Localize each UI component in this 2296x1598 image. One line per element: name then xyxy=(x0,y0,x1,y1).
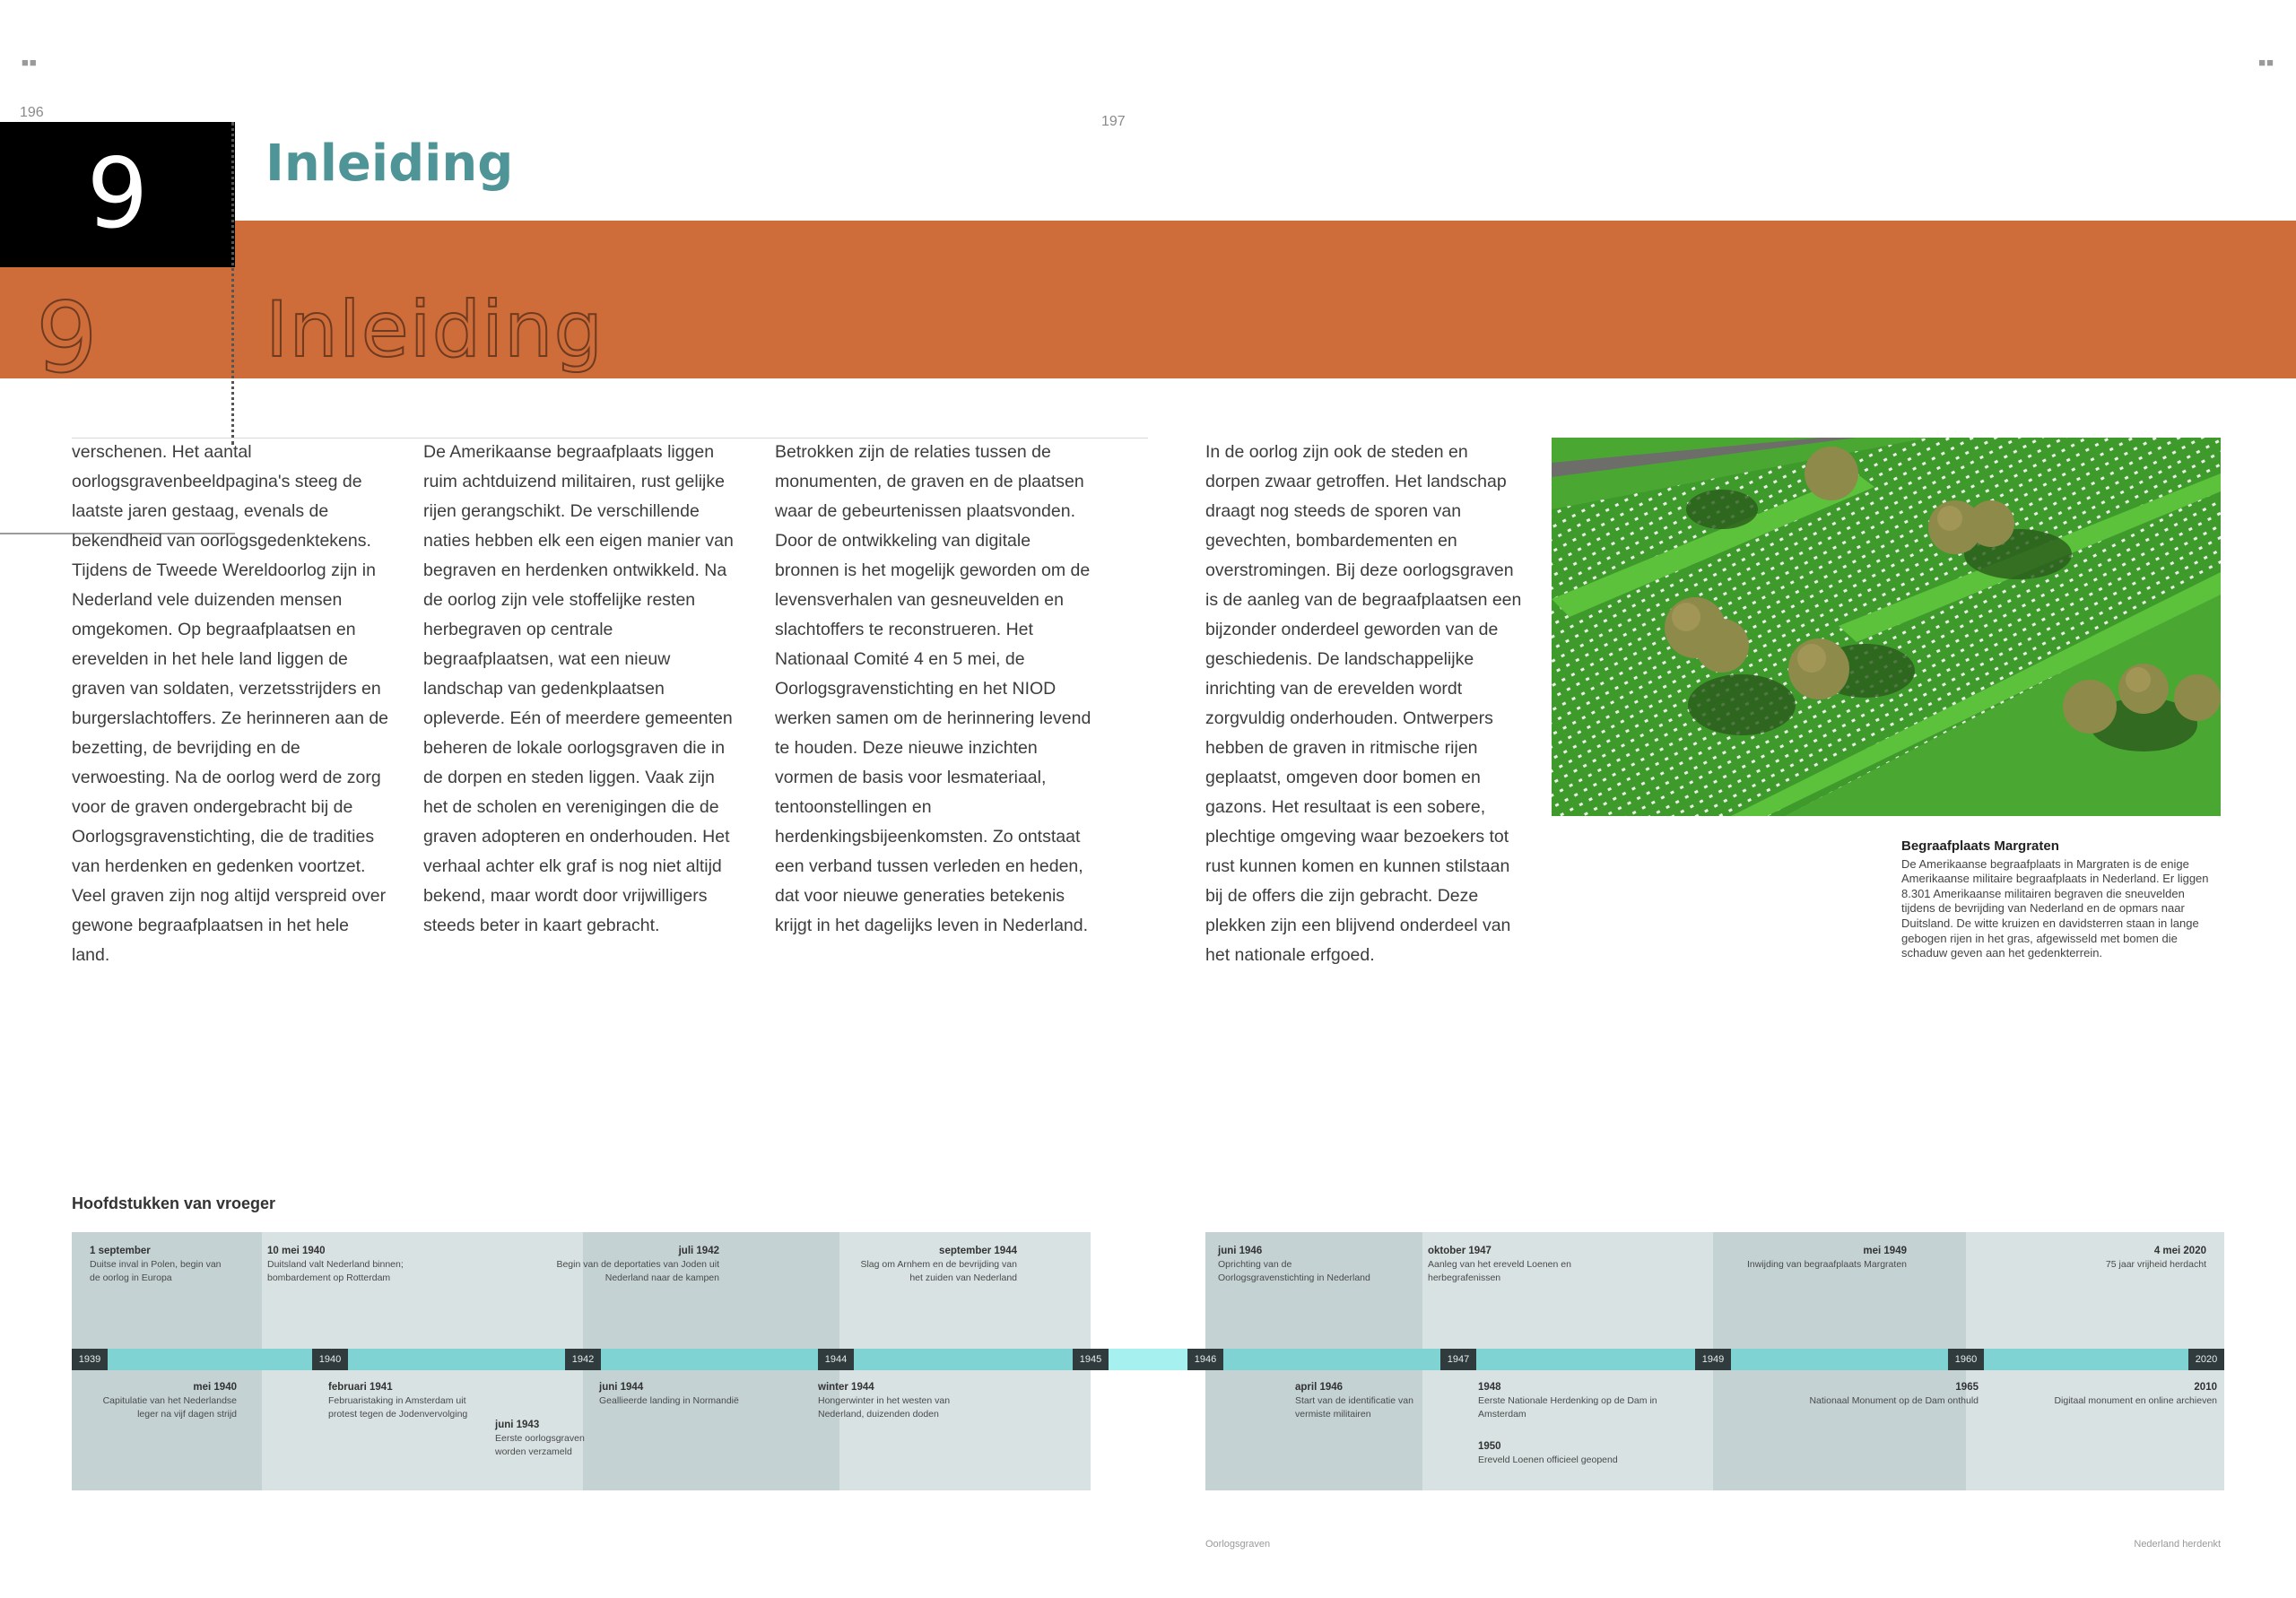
body-column-1: verschenen. Het aantal oorlogsgravenbeeldpagina's steeg de laatste jaren gestaag, evenals de bekendheid van oorlogsgedenktekens. Tijdens de Tweede Wereldoorlog zijn in Nederland vele duizenden mensen omgekomen. Op begraafplaatsen en erevelden in het hele land liggen de graven van soldaten, verzetsstrijders en burgerslachtoffers. Ze herinneren aan de bezetting, de bevrijding en de verwoesting. Na de oorlog werd de zorg voor de graven ondergebracht bij de Oorlogsgravenstichting, die de tradities van herdenken en gedenken voortzet. Veel graven zijn nog altijd verspreid over gewone begraafplaatsen in het hele land. xyxy=(72,442,389,965)
corner-mark-left: ■■ xyxy=(22,56,38,69)
timeline-year: 1949 xyxy=(1695,1349,1731,1370)
page-number-left: 196 xyxy=(20,105,44,120)
timeline-year: 2020 xyxy=(2188,1349,2224,1370)
footer-right: Nederland herdenkt xyxy=(2134,1539,2221,1550)
body-column-2: De Amerikaanse begraafplaats liggen ruim achtduizend militairen, rust gelijke rijen gerangschikt. De verschillende naties hebben elk een eigen manier van begraven en herdenken ontwikkeld. Na de oorlog zijn vele stoffelijke resten herbegraven op centrale begraafplaatsen, wat een nieuw landschap van gedenkplaatsen opleverde. Eén of meerdere gemeenten beheren de lokale oorlogsgraven die in de dorpen en steden liggen. Vaak zijn het de scholen en verenigingen die de graven adopteren en onderhouden. Het verhaal achter elk graf is nog niet altijd bekend, maar wordt door vrijwilligers steeds beter in kaart gebracht. xyxy=(423,442,734,935)
footer-left: Oorlogsgraven xyxy=(1205,1539,1271,1550)
chapter-title-outline: Inleiding xyxy=(265,285,604,375)
dotted-guide xyxy=(231,122,234,445)
timeline-year: 1939 xyxy=(72,1349,108,1370)
timeline-event: juni 1944 Geallieerde landing in Normandië xyxy=(599,1382,739,1406)
timeline-event: 1948 Eerste Nationale Herdenking op de Dam in Amsterdam xyxy=(1478,1382,1657,1420)
timeline-year: 1960 xyxy=(1948,1349,1984,1370)
body-column-3: Betrokken zijn de relaties tussen de monumenten, de graven en de plaatsen waar de gebeurtenissen plaatsvonden. Door de ontwikkeling van digitale bronnen is het mogelijk geworden om de levensverhalen van gesneuvelden en slachtoffers te reconstrueren. Het Nationaal Comité 4 en 5 mei, de Oorlogsgravenstichting en het NIOD werken samen om de herinnering levend te houden. Deze nieuwe inzichten vormen de basis voor lesmateriaal, tentoonstellingen en herdenkingsbijeenkomsten. Zo ontstaat een verband tussen verleden en heden, dat voor nieuwe generaties betekenis krijgt in het dagelijks leven in Nederland. xyxy=(775,442,1091,935)
timeline-event: oktober 1947 Aanleg van het ereveld Loenen en herbegrafenissen xyxy=(1428,1246,1571,1283)
timeline-label: Hoofdstukken van vroeger xyxy=(72,1194,276,1212)
timeline-year: 1947 xyxy=(1440,1349,1476,1370)
timeline-event: februari 1941 Februaristaking in Amsterdam uit protest tegen de Jodenvervolging xyxy=(328,1382,468,1420)
timeline-year: 1945 xyxy=(1073,1349,1109,1370)
timeline-event: september 1944 Slag om Arnhem en de bevrijding van het zuiden van Nederland xyxy=(860,1246,1017,1283)
page-number-right: 197 xyxy=(1101,114,1126,129)
chapter-number: 9 xyxy=(0,122,235,267)
timeline-year: 1940 xyxy=(312,1349,348,1370)
timeline-event: juni 1946 Oprichting van de Oorlogsgravenstichting in Nederland xyxy=(1218,1246,1370,1283)
photo-caption xyxy=(1901,839,2221,961)
timeline-event: juni 1943 Eerste oorlogsgraven worden verzameld xyxy=(495,1420,585,1457)
timeline-event: 10 mei 1940 Duitsland valt Nederland binnen; bombardement op Rotterdam xyxy=(267,1246,404,1283)
corner-mark-right: ■■ xyxy=(2258,56,2274,69)
timeline-event: mei 1940 Capitulatie van het Nederlandse leger na vijf dagen strijd xyxy=(102,1382,237,1420)
chapter-title: Inleiding xyxy=(265,135,514,193)
chapter-number-outline: 9 xyxy=(36,282,98,395)
timeline-event: mei 1949 Inwijding van begraafplaats Margraten xyxy=(1746,1246,1907,1270)
timeline-event: april 1946 Start van de identificatie van vermiste militairen xyxy=(1295,1382,1413,1420)
timeline-event: winter 1944 Hongerwinter in het westen van Nederland, duizenden doden xyxy=(818,1382,951,1420)
body-column-4: In de oorlog zijn ook de steden en dorpen zwaar getroffen. Het landschap draagt nog steeds de sporen van gevechten, bombardementen en overstromingen. Bij deze oorlogsgraven is de aanleg van de begraafplaatsen een bijzonder onderdeel geworden van de geschiedenis. De landschappelijke inrichting van de erevelden wordt zorgvuldig onderhouden. Ontwerpers hebben de graven in ritmische rijen geplaatst, omgeven door bomen en gazons. Het resultaat is een sobere, plechtige omgeving waar bezoekers tot rust kunnen komen en kunnen stilstaan bij de offers die zijn gebracht. Deze plekken zijn een blijvend onderdeel van het nationale erfgoed. xyxy=(1205,442,1522,965)
timeline-year: 1942 xyxy=(565,1349,601,1370)
timeline-event: 1 september Duitse inval in Polen, begin van de oorlog in Europa xyxy=(90,1246,222,1283)
caption-title: Begraafplaats Margraten xyxy=(1901,838,2059,854)
timeline-year: 1944 xyxy=(818,1349,854,1370)
timeline-event: juli 1942 Begin van de deportaties van Joden uit Nederland naar de kampen xyxy=(556,1246,719,1283)
timeline-event: 1950 Ereveld Loenen officieel geopend xyxy=(1478,1441,1618,1465)
aerial-cemetery-photo xyxy=(1552,438,2221,816)
timeline-year: 1946 xyxy=(1187,1349,1223,1370)
timeline-event: 4 mei 2020 75 jaar vrijheid herdacht xyxy=(2105,1246,2206,1270)
timeline-event: 1965 Nationaal Monument op de Dam onthuld xyxy=(1809,1382,1979,1406)
caption-text: De Amerikaanse begraafplaats in Margraten is de enige Amerikaanse militaire begraafplaats in Nederland. Er liggen 8.301 Amerikaanse militairen begraven die sneuvelden tijdens de bevrijding van Nederland en de opmars naar Duitsland. De witte kruizen en davidsterren staan in lange gebogen rijen in het gras, afgewisseld met bomen die schaduw geven aan het gedenkterrein. xyxy=(1901,856,2209,960)
timeline-event: 2010 Digitaal monument en online archieven xyxy=(2054,1382,2217,1406)
